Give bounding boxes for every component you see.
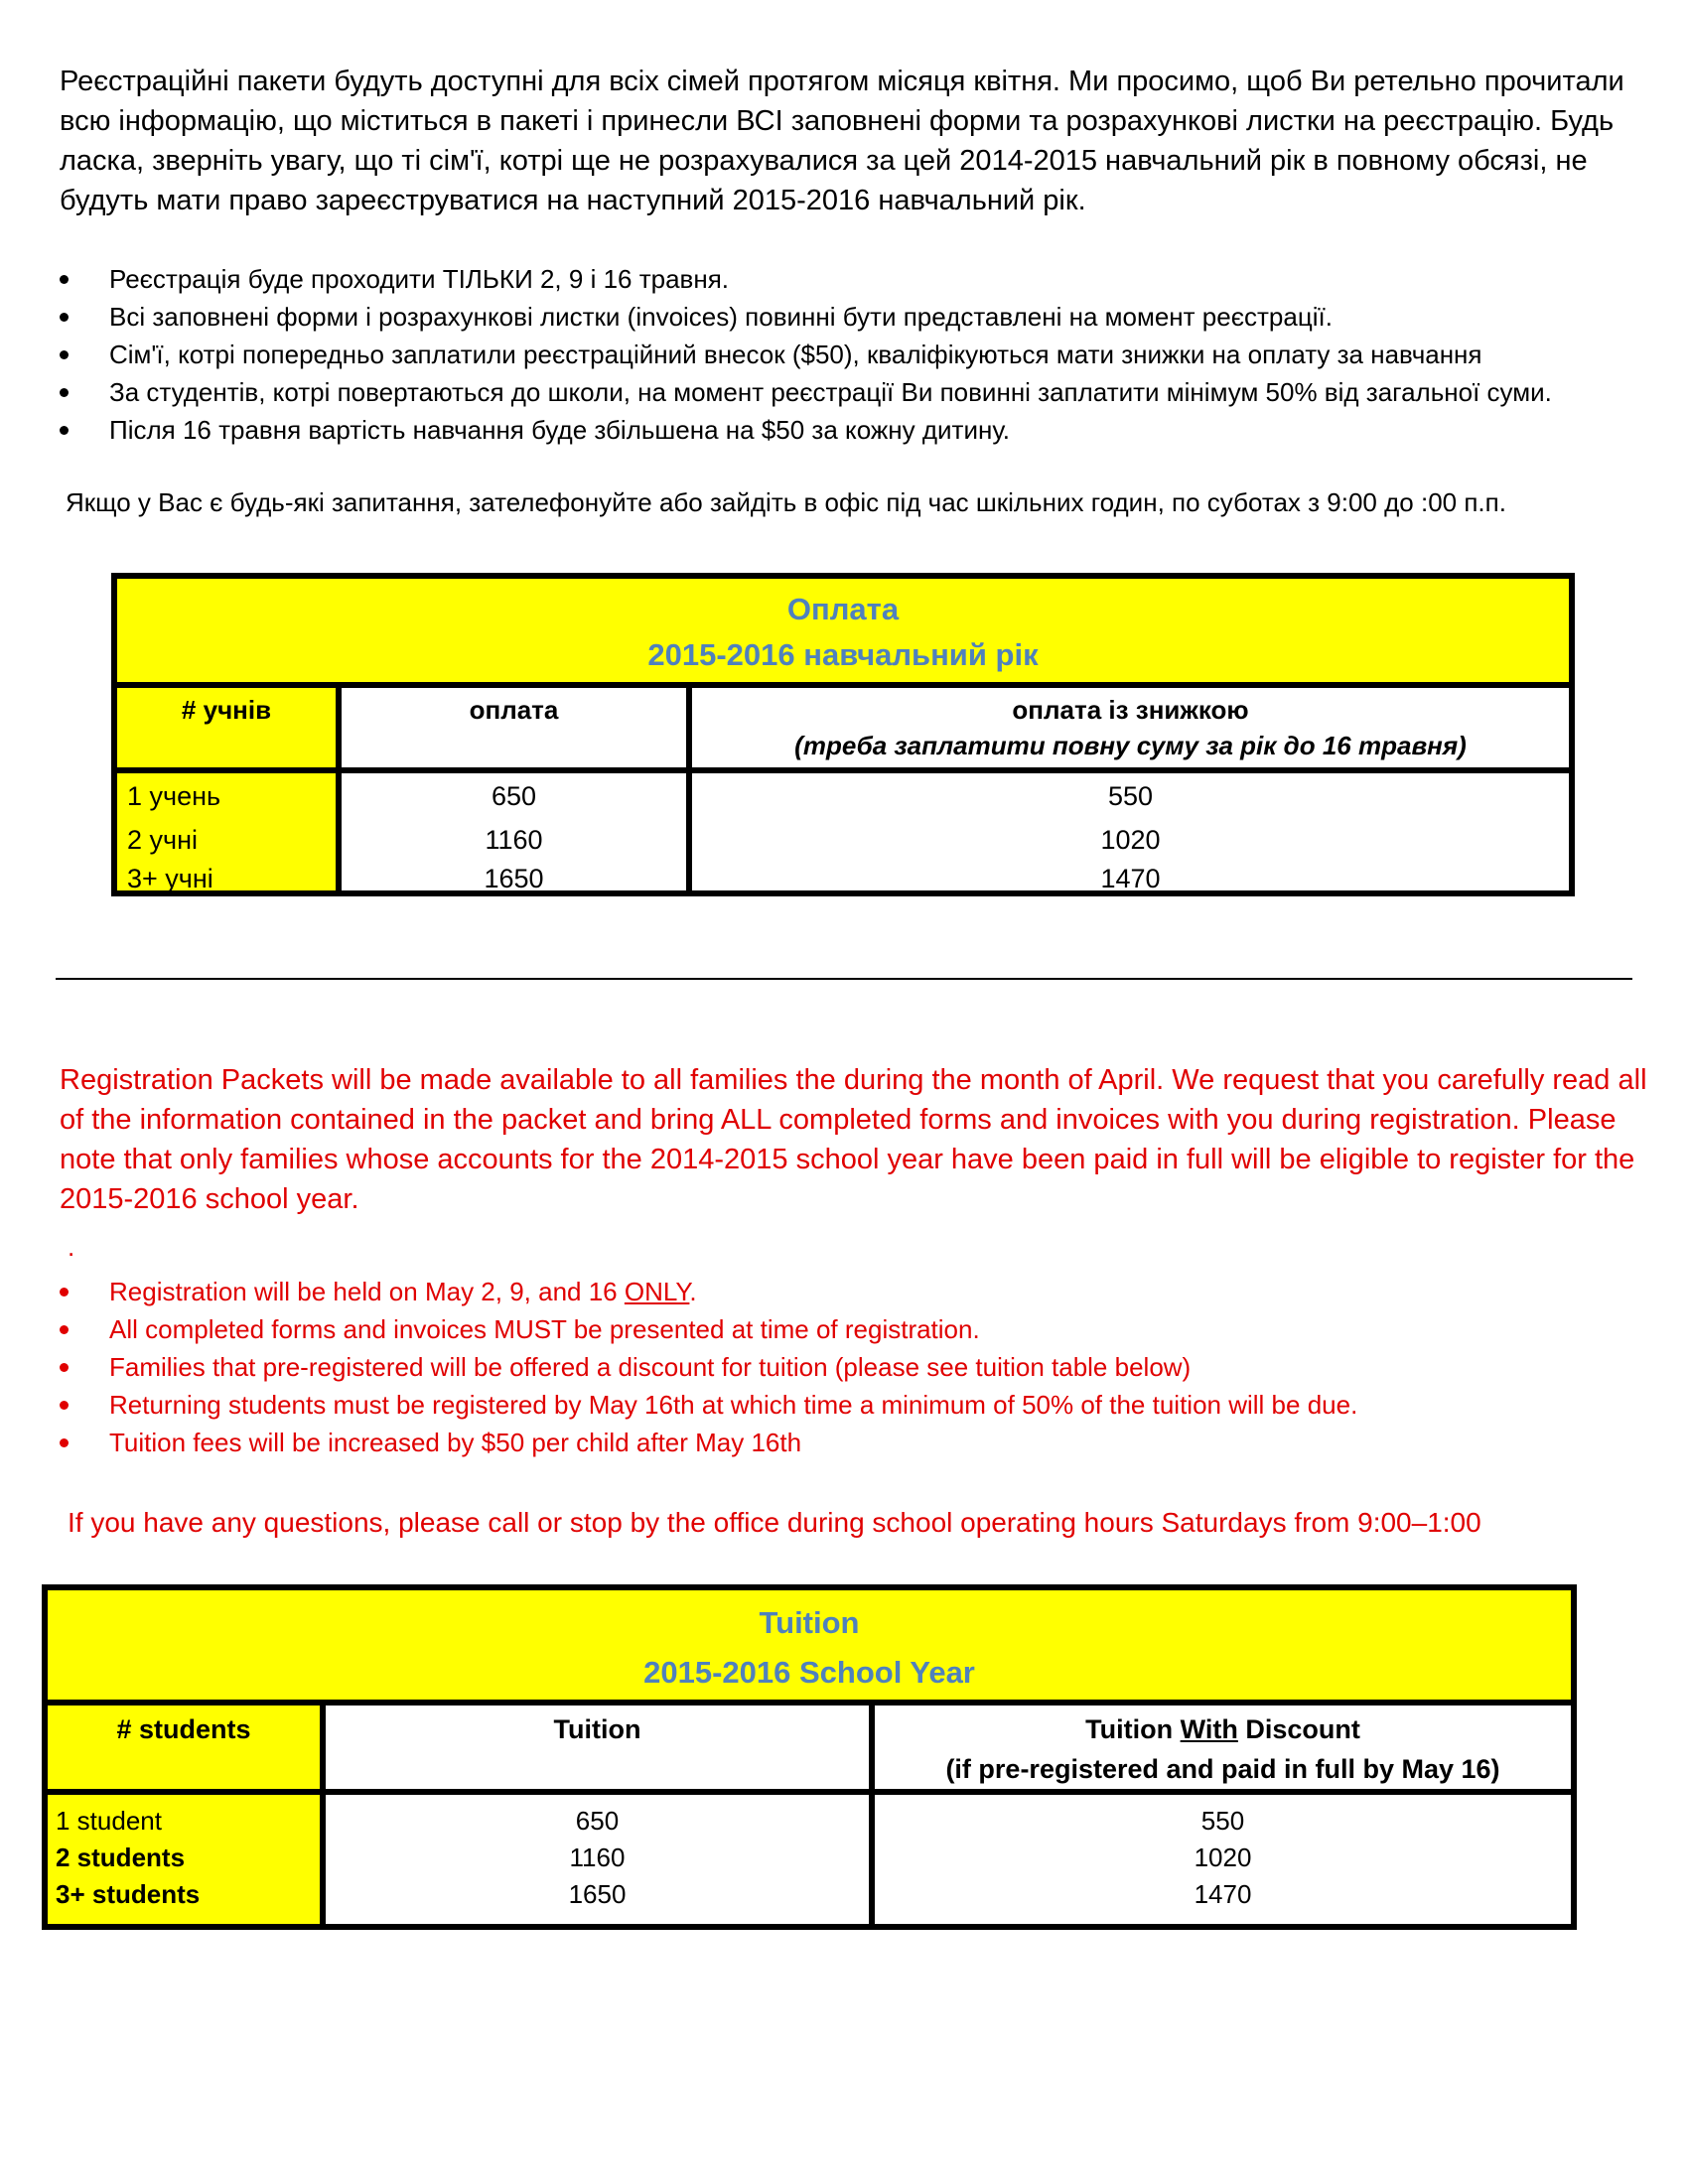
- uk-bullet-item: Сім'ї, котрі попередньо заплатили реєстраційний внесок ($50), кваліфікуються мати знижки на оплату за навчання: [60, 336, 1668, 373]
- en-bullet-item: Registration will be held on May 2, 9, and 16 ONLY.: [60, 1273, 1668, 1310]
- uk-contact-note: Якщо у Вас є будь-які запитання, зателефонуйте або зайдіть в офіс під час шкільних годин, по суботах з 9:00 до :00 п.п.: [66, 487, 1506, 517]
- uk-row-label: 3+ учні: [127, 864, 213, 893]
- en-bullet-list: [60, 1273, 1668, 1461]
- en-col-tuition-header: Tuition: [326, 1706, 869, 1789]
- bullet-dot-icon: [60, 1438, 69, 1447]
- bullet-dot-icon: [60, 275, 69, 284]
- section-divider: [56, 978, 1632, 980]
- uk-intro-paragraph: Реєстраційні пакети будуть доступні для всіх сімей протягом місяця квітня. Ми просимо, щоб Ви ретельно прочитали всю інформацію, що міститься в пакеті і принесли ВСІ заповнені форми та розрахункові листки на реєстрацію. Будь ласка, зверніть увагу, що ті сім'ї, котрі ще не розрахувалися за цей 2014-2015 навчальний рік в повному обсязі, не будуть мати право зареєструватися на наступний 2015-2016 навчальний рік.: [60, 66, 1624, 216]
- uk-tuition-values: [342, 773, 686, 893]
- en-tuition-value: 1160: [569, 1843, 626, 1872]
- en-row-labels: [48, 1795, 320, 1924]
- uk-row-label: 2 учні: [127, 825, 198, 855]
- uk-bullet-item: Реєстрація буде проходити ТІЛЬКИ 2, 9 і 16 травня.: [60, 260, 1668, 298]
- uk-discount-value: 1470: [1100, 864, 1161, 893]
- bullet-dot-icon: [60, 1401, 69, 1410]
- uk-row-label: 1 учень: [127, 781, 221, 811]
- en-tuition-value: 1650: [568, 1879, 627, 1909]
- bullet-dot-icon: [60, 1288, 69, 1297]
- uk-col-discount-header: оплата із знижкою (треба заплатити повну суму за рік до 16 травня): [692, 688, 1569, 767]
- en-table-subtitle: 2015-2016 School Year: [643, 1655, 975, 1690]
- en-table-header: [48, 1590, 1571, 1700]
- en-tuition-values: [326, 1795, 869, 1924]
- uk-row-labels: [117, 773, 336, 893]
- en-col-students-header: # students: [48, 1706, 320, 1789]
- en-bullet-item: Families that pre-registered will be offered a discount for tuition (please see tuition table below): [60, 1348, 1668, 1386]
- uk-bullet-item: Після 16 травня вартість навчання буде збільшена на $50 за кожну дитину.: [60, 411, 1668, 449]
- en-row-label: 1 student: [56, 1806, 162, 1836]
- stray-dot: .: [68, 1232, 75, 1262]
- uk-col-tuition-header: оплата: [342, 688, 686, 767]
- bullet-dot-icon: [60, 350, 69, 359]
- uk-bullet-item: За студентів, котрі повертаються до школи, на момент реєстрації Ви повинні заплатити мінімум 50% від загальної суми.: [60, 373, 1668, 411]
- en-intro-paragraph: Registration Packets will be made available to all families the during the month of April. We request that you carefully read all of the information contained in the packet and bring ALL completed forms and invoices with you during registration. Please note that only families whose accounts for the 2014-2015 school year have been paid in full will be eligible to register for the 2015-2016 school year.: [60, 1064, 1647, 1215]
- en-bullet-item: Returning students must be registered by May 16th at which time a minimum of 50% of the tuition will be due.: [60, 1386, 1668, 1424]
- uk-discount-value: 550: [1107, 781, 1154, 811]
- bullet-dot-icon: [60, 1363, 69, 1372]
- uk-discount-value: 1020: [1100, 825, 1161, 855]
- uk-col-students-header: # учнів: [117, 688, 336, 767]
- bullet-dot-icon: [60, 426, 69, 435]
- en-table-title: Tuition: [759, 1605, 860, 1640]
- uk-table-title: Оплата: [786, 592, 900, 626]
- en-discount-value: 1020: [1194, 1843, 1252, 1872]
- en-tuition-table: [42, 1584, 1577, 1930]
- en-row-label: 3+ students: [56, 1879, 201, 1909]
- en-discount-value: 550: [1200, 1806, 1245, 1836]
- uk-tuition-value: 1650: [484, 864, 544, 893]
- uk-table-header: [117, 579, 1569, 682]
- bullet-dot-icon: [60, 1325, 69, 1334]
- en-tuition-value: 650: [575, 1806, 620, 1836]
- uk-tuition-value: 1160: [485, 825, 543, 855]
- uk-table-subtitle: 2015-2016 навчальний рік: [647, 637, 1039, 672]
- uk-tuition-table: [111, 573, 1575, 896]
- en-bullet-item: Tuition fees will be increased by $50 per child after May 16th: [60, 1424, 1668, 1461]
- en-bullet-item: All completed forms and invoices MUST be presented at time of registration.: [60, 1310, 1668, 1348]
- en-discount-values: [875, 1795, 1571, 1924]
- en-contact-note: If you have any questions, please call or stop by the office during school operating hours Saturdays from 9:00–1:00: [68, 1507, 1481, 1538]
- uk-bullet-list: [60, 260, 1668, 449]
- uk-tuition-value: 650: [491, 781, 537, 811]
- en-discount-value: 1470: [1194, 1879, 1252, 1909]
- bullet-dot-icon: [60, 313, 69, 322]
- uk-discount-values: [692, 773, 1569, 893]
- en-row-label: 2 students: [56, 1843, 186, 1872]
- bullet-dot-icon: [60, 388, 69, 397]
- uk-bullet-item: Всі заповнені форми і розрахункові листки (invoices) повинні бути представлені на момент реєстрації.: [60, 298, 1668, 336]
- en-col-discount-header: Tuition With Discount (if pre-registered and paid in full by May 16): [875, 1706, 1571, 1789]
